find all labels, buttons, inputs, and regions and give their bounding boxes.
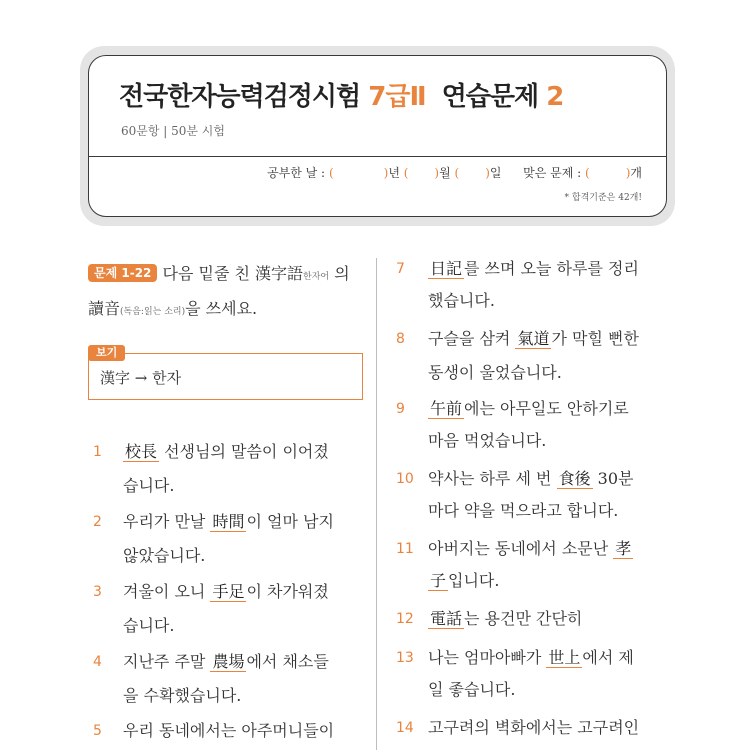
question-item: 12 電話 는 용건만 간단히 xyxy=(396,609,583,628)
example-label: 보기 xyxy=(88,345,125,361)
pass-criteria-note: * 합격기준은 42개! xyxy=(564,193,642,203)
question-item: 3 겨울이 오니 手足 이 차가워졌 습니다. xyxy=(93,582,329,635)
month-label: 월 xyxy=(439,166,451,180)
question-item: 1 校長 선생님의 말씀이 이어졌 습니다. xyxy=(93,442,329,495)
question-item: 5 우리 동네에서는 아주머니들이 xyxy=(93,721,335,740)
header-card xyxy=(88,55,667,217)
question-range-badge: 문제 1-22 xyxy=(88,264,157,282)
page-title: 전국한자능력검정시험 7급Ⅱ 연습문제 2 xyxy=(119,82,564,112)
question-item: 8 구슬을 삼켜 氣道 가 막힐 뻔한 동생이 울었습니다. xyxy=(396,329,639,382)
target-hanja: 日記 xyxy=(430,259,463,278)
target-hanja: 手足 xyxy=(212,582,245,601)
target-hanja: 氣道 xyxy=(517,329,550,348)
target-hanja: 電話 xyxy=(430,609,463,628)
target-hanja: 食後 xyxy=(558,469,591,488)
question-item: 13 나는 엄마아빠가 世上 에서 제 일 좋습니다. xyxy=(396,648,634,699)
target-hanja: 孝 xyxy=(615,539,632,558)
target-hanja: 世上 xyxy=(548,648,581,667)
column-divider xyxy=(376,258,377,750)
practice-number: 2 xyxy=(546,82,564,112)
header-divider xyxy=(89,156,666,157)
target-hanja: 時間 xyxy=(212,512,245,531)
target-hanja: 校長 xyxy=(125,442,158,461)
test-info: 60문항 | 50분 시험 xyxy=(121,124,225,138)
study-record-row: 공부한 날 : ( )년 ( )월 ( )일 맞은 문제 : ( )개 xyxy=(267,166,642,180)
question-item: 4 지난주 주말 農場 에서 채소들 을 수확했습니다. xyxy=(93,652,329,705)
target-hanja: 子 xyxy=(430,571,447,590)
question-item: 10 약사는 하루 세 번 食後 30분 마다 약을 먹으라고 합니다. xyxy=(396,469,634,520)
example-content: 漢字 → 한자 xyxy=(100,369,182,387)
day-label: 일 xyxy=(489,166,502,180)
question-item: 2 우리가 만날 時間 이 얼마 남지 않았습니다. xyxy=(93,512,334,565)
grade-label: 7급Ⅱ xyxy=(368,82,426,112)
question-item: 11 아버지는 동네에서 소문난 孝 子 입니다. xyxy=(396,539,632,590)
year-label: 년 xyxy=(388,166,400,180)
question-item: 7 日記 를 쓰며 오늘 하루를 정리 했습니다. xyxy=(396,259,639,310)
question-item: 14 고구려의 벽화에서는 고구려인 xyxy=(396,718,640,737)
target-hanja: 午前 xyxy=(430,399,463,418)
example-box xyxy=(88,346,363,400)
correct-count-label: 맞은 문제 : xyxy=(523,166,582,180)
instruction-text: 문제 1-22 다음 밑줄 친 漢字語한자어 의 讀音(독음:읽는 소리)을 쓰세요. xyxy=(88,264,350,318)
target-hanja: 農場 xyxy=(212,652,245,671)
question-item: 9 午前 에는 아무일도 안하기로 마음 먹었습니다. xyxy=(396,399,629,450)
